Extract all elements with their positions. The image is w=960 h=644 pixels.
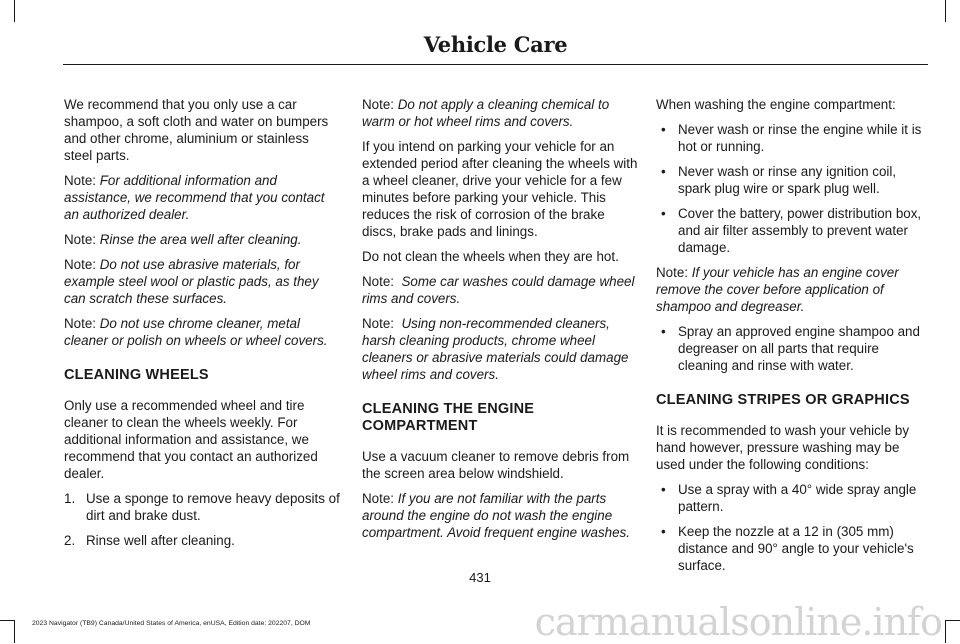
note: [362, 490, 638, 541]
note-text: Do not use abrasive materials, for example steel wool or plastic pads, as they can scratch these surfaces.: [64, 257, 319, 306]
bullet-text: Cover the battery, power distribution box, and air filter assembly to prevent water damage.: [678, 206, 922, 255]
bullet-list: [656, 323, 932, 374]
bullet-item: [656, 523, 932, 574]
note-label: Note:: [656, 265, 689, 280]
watermark: carmanualsonline.info: [534, 600, 942, 644]
crop-mark-bottom-left: [0, 620, 15, 643]
engine-washing-intro: When washing the engine compartment:: [656, 97, 896, 112]
note: [64, 231, 340, 248]
bullet-text: Keep the nozzle at a 12 in (305 mm) distance and 90° angle to your vehicle's surface.: [678, 524, 914, 573]
crop-mark-bottom-right: [945, 620, 960, 643]
intro-paragraph: We recommend that you only use a car shampoo, a soft cloth and water on bumpers and other chrome, aluminium or stainless steel parts.: [64, 97, 329, 163]
note-label: Note:: [64, 316, 97, 331]
note: [362, 96, 638, 130]
note-text: If your vehicle has an engine cover remove the cover before application of shampoo and degreaser.: [656, 265, 899, 314]
step-text: Rinse well after cleaning.: [86, 533, 235, 548]
note-text: For additional information and assistance, we recommend that you contact an authorized dealer.: [64, 173, 325, 222]
parking-paragraph: If you intend on parking your vehicle for an extended period after cleaning the wheels with a wheel cleaner, drive your vehicle for a few minutes before parking your vehicle. This reduces the risk of corrosion of the brake discs, brake pads and linings.: [362, 139, 638, 239]
note-label: Note:: [64, 257, 97, 272]
bullet-text: Use a spray with a 40° wide spray angle pattern.: [678, 482, 917, 514]
step-number: 2.: [64, 533, 76, 548]
edition-footer: 2023 Navigator (TB9) Canada/United States of America, enUSA, Edition date: 202207, DOM: [32, 620, 311, 627]
column-1: [64, 96, 340, 557]
note-text: Some car washes could damage wheel rims and covers.: [362, 274, 635, 306]
note-label: Note:: [64, 232, 97, 247]
bullet-symbol: •: [661, 206, 666, 221]
bullet-item: [656, 481, 932, 515]
bullet-item: [656, 163, 932, 197]
pressure-washing-paragraph: It is recommended to wash your vehicle by hand however, pressure washing may be used under the following conditions:: [656, 423, 910, 472]
column-3: [656, 96, 932, 582]
vacuum-paragraph: Use a vacuum cleaner to remove debris from the screen area below windshield.: [362, 449, 630, 481]
column-2: [362, 96, 638, 549]
bullet-symbol: •: [661, 122, 666, 137]
note: [64, 315, 340, 349]
crop-mark-top-left: [14, 0, 15, 22]
steps-list: [64, 490, 340, 549]
bullet-symbol: •: [661, 482, 666, 497]
crop-mark-top-right: [945, 0, 946, 22]
step-text: Use a sponge to remove heavy deposits of dirt and brake dust.: [86, 491, 340, 523]
step-item: [64, 532, 340, 549]
bullet-item: [656, 323, 932, 374]
note: [64, 256, 340, 307]
bullet-item: [656, 121, 932, 155]
bullet-text: Never wash or rinse any ignition coil, spark plug wire or spark plug well.: [678, 164, 897, 196]
step-item: [64, 490, 340, 524]
section-heading-cleaning-wheels: CLEANING WHEELS: [64, 367, 209, 383]
note-label: Note:: [362, 97, 395, 112]
page-title: Vehicle Care: [423, 32, 568, 57]
bullet-list: [656, 481, 932, 574]
note-label: Note:: [362, 274, 395, 289]
note-text: If you are not familiar with the parts around the engine do not wash the engine compartment. Avoid frequent engine washes.: [362, 491, 630, 540]
bullet-text: Never wash or rinse the engine while it is hot or running.: [678, 122, 922, 154]
bullet-symbol: •: [661, 324, 666, 339]
note: [656, 264, 932, 315]
page-header: [63, 32, 928, 65]
wheels-paragraph: Only use a recommended wheel and tire cleaner to clean the wheels weekly. For additional information and assistance, we recommend that you contact an authorized dealer.: [64, 398, 318, 481]
section-heading-stripes-graphics: CLEANING STRIPES OR GRAPHICS: [656, 392, 910, 408]
note-label: Note:: [362, 316, 395, 331]
hot-wheels-paragraph: Do not clean the wheels when they are hot.: [362, 249, 619, 264]
page-number: 431: [469, 570, 491, 585]
note-text: Do not apply a cleaning chemical to warm or hot wheel rims and covers.: [362, 97, 610, 129]
bullet-text: Spray an approved engine shampoo and degreaser on all parts that require cleaning and rinse with water.: [678, 324, 920, 373]
note: [64, 172, 340, 223]
note-label: Note:: [64, 173, 97, 188]
section-heading-engine-compartment: CLEANING THE ENGINE COMPARTMENT: [362, 401, 535, 434]
note-text: Do not use chrome cleaner, metal cleaner or polish on wheels or wheel covers.: [64, 316, 328, 348]
note: [362, 315, 638, 383]
step-number: 1.: [64, 491, 76, 506]
bullet-symbol: •: [661, 164, 666, 179]
bullet-symbol: •: [661, 524, 666, 539]
note: [362, 273, 638, 307]
note-text: Rinse the area well after cleaning.: [99, 232, 302, 247]
note-label: Note:: [362, 491, 395, 506]
note-text: Using non-recommended cleaners, harsh cleaning products, chrome wheel cleaners or abrasive materials could damage wheel rims and covers.: [362, 316, 629, 382]
bullet-list: [656, 121, 932, 256]
bullet-item: [656, 205, 932, 256]
